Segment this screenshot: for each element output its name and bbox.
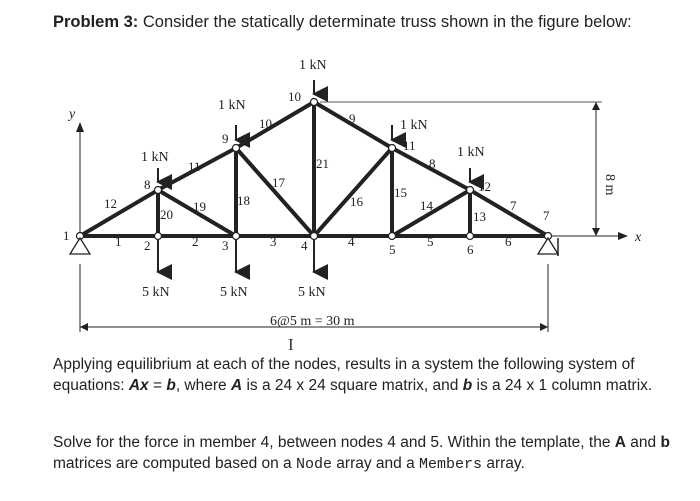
height-arrow-up-icon bbox=[592, 102, 600, 110]
text-cursor-icon: I bbox=[288, 335, 294, 354]
p1-mid: , where bbox=[175, 377, 231, 394]
load-label-12: 1 kN bbox=[457, 145, 485, 160]
member-label: 13 bbox=[473, 209, 486, 224]
span-label: 6@5 m = 30 m bbox=[270, 314, 355, 329]
member-label: 14 bbox=[420, 198, 433, 213]
node-label: 5 bbox=[389, 242, 396, 257]
roller-support-icon bbox=[538, 238, 558, 256]
member-label: 6 bbox=[505, 234, 512, 249]
node-label: 9 bbox=[222, 131, 229, 146]
p2-and: and bbox=[625, 434, 661, 451]
load-label-node-3: 5 kN bbox=[220, 285, 248, 300]
member-label: 2 bbox=[192, 234, 199, 249]
p1-b: b bbox=[166, 377, 176, 394]
load-label-10: 1 kN bbox=[299, 58, 327, 73]
height-arrow-down-icon bbox=[592, 228, 600, 236]
node-label: 6 bbox=[467, 242, 474, 257]
span-arrow-left-icon bbox=[80, 323, 88, 331]
node-label: 8 bbox=[144, 177, 151, 192]
load-label-node-2: 5 kN bbox=[142, 285, 170, 300]
load-label-9: 1 kN bbox=[218, 98, 246, 113]
p1-text: Applying equilibrium at each of the nodes, results in a system the following system of equations: bbox=[53, 356, 635, 394]
x-axis-label: x bbox=[635, 230, 642, 245]
node-label: 1 bbox=[63, 228, 70, 243]
task-paragraph bbox=[53, 432, 693, 475]
load-label-11: 1 kN bbox=[400, 118, 428, 133]
bottom-load-labels bbox=[142, 285, 326, 300]
node-label: 2 bbox=[144, 238, 151, 253]
p2-mid: matrices are computed based on a bbox=[53, 455, 296, 472]
member-label: 3 bbox=[270, 234, 277, 249]
p1-post: is a 24 x 1 column matrix. bbox=[472, 377, 653, 394]
height-dimension bbox=[320, 102, 602, 236]
member-label: 17 bbox=[272, 175, 285, 190]
y-axis-label: y bbox=[69, 107, 76, 122]
node-label: 12 bbox=[478, 179, 491, 194]
member-label: 8 bbox=[429, 156, 436, 171]
member-label: 19 bbox=[193, 199, 206, 214]
problem-statement: Consider the statically determinate truss shown in the figure below: bbox=[142, 13, 632, 31]
member-label: 21 bbox=[316, 156, 329, 171]
height-label: 8 m bbox=[602, 174, 617, 196]
member-label: 11 bbox=[188, 159, 201, 174]
node-labels bbox=[63, 89, 550, 257]
pin-support-icon bbox=[70, 238, 90, 254]
span-arrow-right-icon bbox=[540, 323, 548, 331]
member-label: 16 bbox=[350, 194, 363, 209]
node-label: 4 bbox=[301, 238, 308, 253]
node-label: 7 bbox=[543, 208, 550, 223]
problem-label: Problem 3: bbox=[53, 13, 139, 31]
p2-text: Solve for the force in member 4, between nodes 4 and 5. Within the template, the bbox=[53, 434, 615, 451]
member-17 bbox=[236, 148, 314, 236]
member-label: 5 bbox=[427, 234, 434, 249]
p2-b: b bbox=[660, 434, 670, 451]
p1-b2: b bbox=[462, 377, 473, 394]
member-label: 7 bbox=[510, 198, 517, 213]
x-axis-arrow-icon bbox=[618, 232, 628, 240]
bottom-load-arrows bbox=[158, 240, 314, 272]
p1-ax: Ax bbox=[128, 377, 149, 394]
member-label: 4 bbox=[348, 234, 355, 249]
equilibrium-paragraph bbox=[53, 354, 693, 396]
p1-eq: = bbox=[148, 377, 167, 394]
member-label: 1 bbox=[115, 234, 122, 249]
member-label: 12 bbox=[104, 196, 117, 211]
p2-post: array. bbox=[482, 455, 525, 472]
p2-members: Members bbox=[419, 456, 483, 473]
p2-a: A bbox=[614, 434, 626, 451]
node-label: 10 bbox=[288, 89, 301, 104]
node-label: 3 bbox=[222, 238, 229, 253]
member-label: 10 bbox=[259, 116, 272, 131]
p2-mid2: array and a bbox=[331, 455, 420, 472]
node-label: 11 bbox=[403, 138, 416, 153]
member-label: 15 bbox=[394, 185, 407, 200]
p1-mid2: is a 24 x 24 square matrix, and bbox=[242, 377, 463, 394]
p1-a: A bbox=[230, 377, 243, 394]
p2-node: Node bbox=[295, 456, 332, 473]
y-axis-arrow-icon bbox=[76, 122, 84, 132]
member-label: 9 bbox=[349, 111, 356, 126]
member-label: 20 bbox=[160, 207, 173, 222]
load-label-node-4: 5 kN bbox=[298, 285, 326, 300]
load-label-8: 1 kN bbox=[141, 150, 169, 165]
member-label: 18 bbox=[237, 193, 250, 208]
